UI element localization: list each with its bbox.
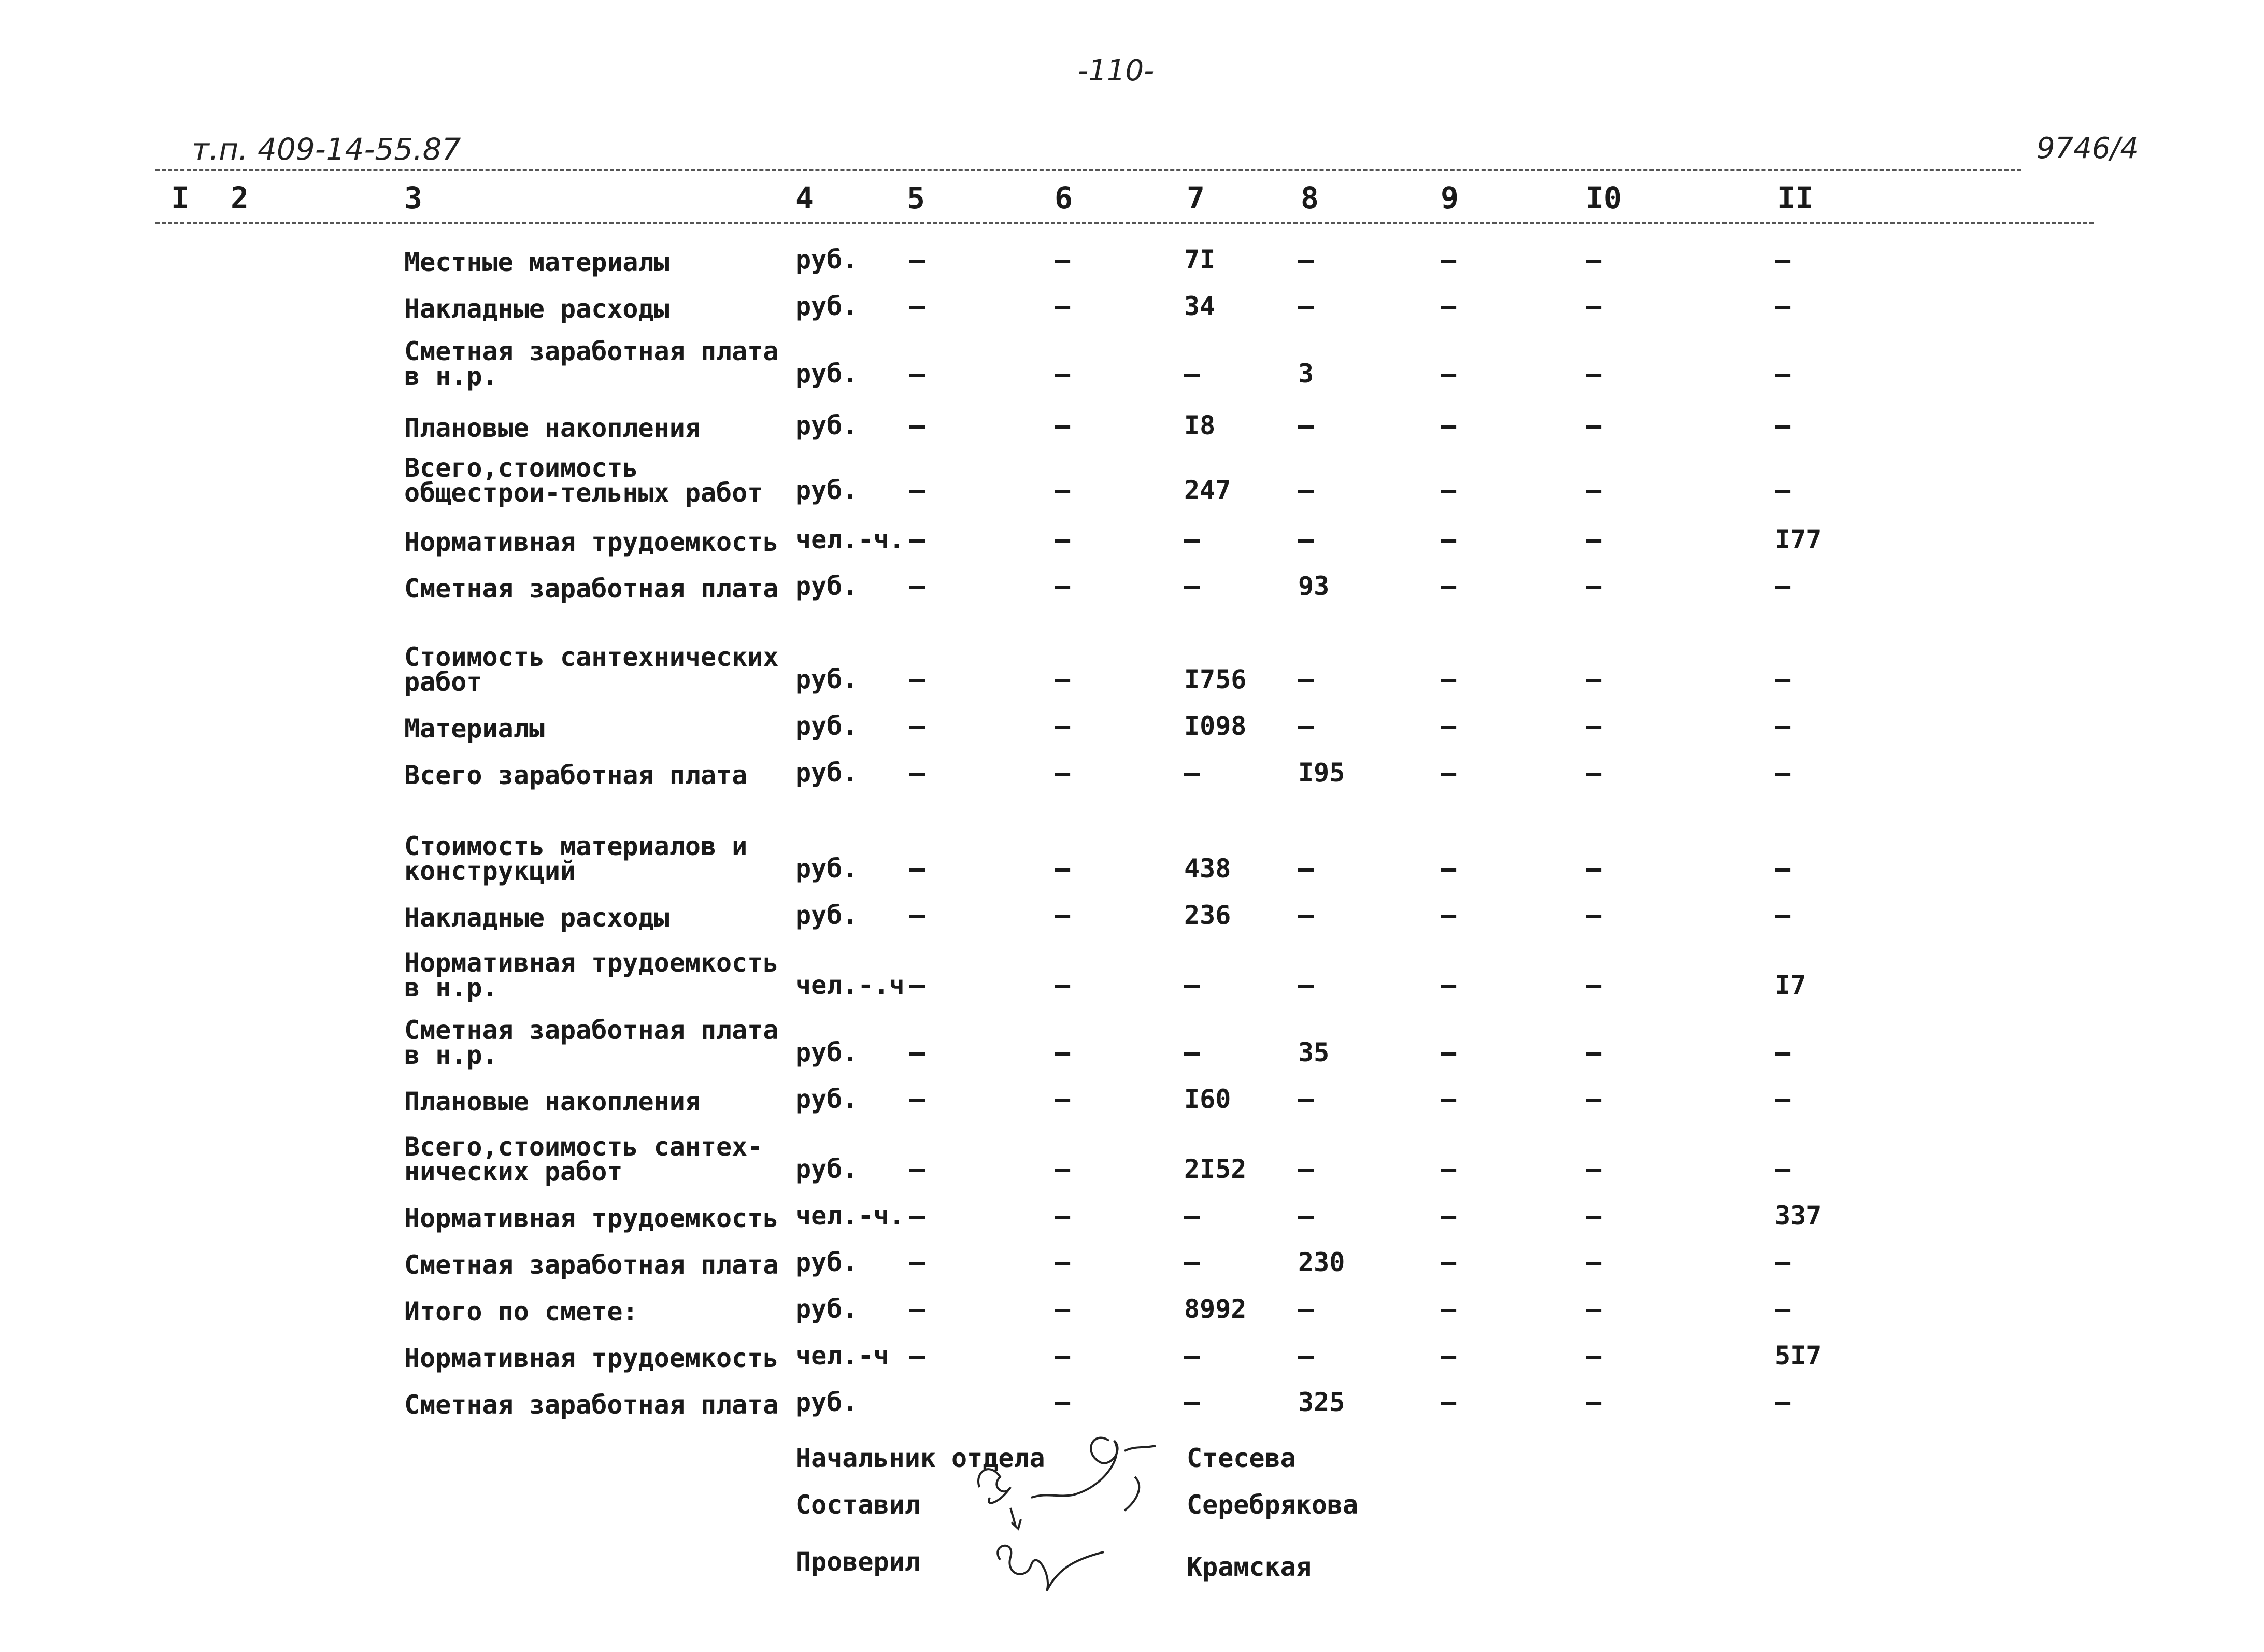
row-value-c5: – — [909, 1294, 925, 1324]
column-header-1: I — [171, 180, 189, 216]
row-unit: руб. — [795, 1037, 858, 1067]
row-name: Нормативная трудоемкость — [404, 527, 779, 557]
row-name: Нормативная трудоемкость — [404, 1343, 779, 1373]
row-value-c5: – — [909, 711, 925, 741]
row-name: Накладные расходы — [404, 903, 670, 933]
row-value-c10: – — [1586, 1247, 1602, 1277]
row-value-c7: I098 — [1184, 711, 1247, 741]
table-row — [0, 736, 2264, 788]
row-value-c6: – — [1055, 1247, 1071, 1277]
row-value-c7: – — [1184, 1341, 1200, 1371]
row-value-c11: – — [1775, 664, 1791, 694]
row-value-c10: – — [1586, 1154, 1602, 1184]
row-value-c10: – — [1586, 291, 1602, 321]
row-value-c5: – — [909, 900, 925, 930]
row-value-c7: 7I — [1184, 245, 1216, 275]
table-row — [0, 453, 2264, 508]
document-code: т.п. 409-14-55.87 — [192, 132, 461, 167]
row-value-c11: – — [1775, 1247, 1791, 1277]
row-value-c6: – — [1055, 291, 1071, 321]
row-value-c7: – — [1184, 970, 1200, 1000]
row-unit: руб. — [795, 853, 858, 884]
row-value-c10: – — [1586, 524, 1602, 554]
column-header-7: 7 — [1187, 180, 1205, 216]
row-value-c7: – — [1184, 1201, 1200, 1231]
row-name: Плановые накопления — [404, 1087, 701, 1117]
row-value-c9: – — [1441, 1341, 1457, 1371]
row-unit: руб. — [795, 571, 858, 601]
row-value-c9: – — [1441, 359, 1457, 389]
row-value-c7: I60 — [1184, 1084, 1231, 1114]
row-value-c11: 337 — [1775, 1201, 1822, 1231]
row-value-c7: – — [1184, 758, 1200, 788]
row-unit: руб. — [795, 664, 858, 694]
column-header-8: 8 — [1301, 180, 1319, 216]
row-value-c7: – — [1184, 571, 1200, 601]
row-name: Материалы — [404, 714, 545, 744]
row-value-c9: – — [1441, 1201, 1457, 1231]
row-value-c6: – — [1055, 970, 1071, 1000]
row-value-c5: – — [909, 1037, 925, 1067]
row-value-c8: – — [1298, 1084, 1314, 1114]
row-value-c7: 247 — [1184, 475, 1231, 505]
row-value-c11: – — [1775, 410, 1791, 440]
row-value-c10: – — [1586, 664, 1602, 694]
row-value-c8: – — [1298, 1154, 1314, 1184]
row-value-c11: – — [1775, 1154, 1791, 1184]
table-row — [0, 223, 2264, 275]
row-value-c5: – — [909, 853, 925, 884]
handwritten-signatures — [969, 1420, 1187, 1596]
row-value-c7: – — [1184, 1247, 1200, 1277]
table-row — [0, 269, 2264, 324]
row-value-c10: – — [1586, 571, 1602, 601]
row-value-c9: – — [1441, 664, 1457, 694]
column-header-3: 3 — [404, 180, 422, 216]
signature-name-compiled: Серебрякова — [1187, 1490, 1359, 1520]
signature-name-head: Стесева — [1187, 1443, 1296, 1473]
row-name: Сметная заработная плата — [404, 1390, 779, 1420]
row-name: Плановые накопления — [404, 413, 701, 443]
row-value-c7: – — [1184, 1387, 1200, 1417]
row-value-c9: – — [1441, 758, 1457, 788]
row-value-c6: – — [1055, 1387, 1071, 1417]
row-value-c8: – — [1298, 524, 1314, 554]
row-value-c11: – — [1775, 359, 1791, 389]
row-value-c9: – — [1441, 1037, 1457, 1067]
row-value-c6: – — [1055, 1037, 1071, 1067]
row-name: Сметная заработная плата — [404, 574, 779, 604]
row-value-c10: – — [1586, 1201, 1602, 1231]
row-unit: чел.-ч — [795, 1341, 889, 1371]
row-value-c10: – — [1586, 1387, 1602, 1417]
row-value-c9: – — [1441, 571, 1457, 601]
row-unit: руб. — [795, 291, 858, 321]
row-value-c5: – — [909, 291, 925, 321]
row-value-c10: – — [1586, 758, 1602, 788]
row-unit: чел.-ч. — [795, 1201, 905, 1231]
row-value-c7: I756 — [1184, 664, 1247, 694]
row-value-c8: 3 — [1298, 359, 1314, 389]
row-value-c8: 325 — [1298, 1387, 1345, 1417]
row-name: Всего,стоимость общестрои-тельных работ — [404, 453, 763, 508]
row-name: Всего заработная плата — [404, 760, 748, 790]
table-row — [0, 1132, 2264, 1187]
header-top-rule — [155, 169, 2021, 171]
row-value-c10: – — [1586, 359, 1602, 389]
signature-title-checked: Проверил — [795, 1547, 920, 1577]
row-value-c8: – — [1298, 970, 1314, 1000]
row-value-c7: 236 — [1184, 900, 1231, 930]
row-value-c5: – — [909, 359, 925, 389]
row-value-c5: – — [909, 1201, 925, 1231]
row-value-c6: – — [1055, 1341, 1071, 1371]
row-value-c9: – — [1441, 1084, 1457, 1114]
row-name: Нормативная трудоемкость — [404, 1203, 779, 1233]
row-value-c6: – — [1055, 1084, 1071, 1114]
row-value-c9: – — [1441, 410, 1457, 440]
row-value-c5: – — [909, 970, 925, 1000]
row-value-c8: – — [1298, 711, 1314, 741]
row-value-c11: I7 — [1775, 970, 1806, 1000]
row-value-c11: – — [1775, 1037, 1791, 1067]
sheet-code: 9746/4 — [2037, 132, 2139, 165]
table-row — [0, 1365, 2264, 1420]
row-value-c8: I95 — [1298, 758, 1345, 788]
row-value-c9: – — [1441, 970, 1457, 1000]
row-value-c8: – — [1298, 664, 1314, 694]
row-value-c5: – — [909, 758, 925, 788]
row-value-c6: – — [1055, 1201, 1071, 1231]
row-value-c6: – — [1055, 711, 1071, 741]
row-value-c9: – — [1441, 1154, 1457, 1184]
row-value-c11: – — [1775, 1084, 1791, 1114]
row-value-c7: 438 — [1184, 853, 1231, 884]
row-name: Накладные расходы — [404, 294, 670, 324]
row-value-c8: – — [1298, 245, 1314, 275]
row-unit: руб. — [795, 758, 858, 788]
row-value-c5: – — [909, 571, 925, 601]
row-value-c5: – — [909, 410, 925, 440]
row-value-c5: – — [909, 1341, 925, 1371]
row-value-c11: – — [1775, 571, 1791, 601]
row-value-c8: – — [1298, 1294, 1314, 1324]
row-unit: руб. — [795, 1387, 858, 1417]
row-value-c10: – — [1586, 410, 1602, 440]
row-value-c5: – — [909, 475, 925, 505]
row-value-c9: – — [1441, 1387, 1457, 1417]
row-unit: руб. — [795, 359, 858, 389]
column-header-11: II — [1777, 180, 1814, 216]
row-value-c10: – — [1586, 1294, 1602, 1324]
row-value-c9: – — [1441, 711, 1457, 741]
row-value-c6: – — [1055, 571, 1071, 601]
row-value-c11: – — [1775, 245, 1791, 275]
table-row — [0, 689, 2264, 744]
row-value-c6: – — [1055, 1294, 1071, 1324]
row-value-c10: – — [1586, 1084, 1602, 1114]
row-value-c6: – — [1055, 359, 1071, 389]
row-unit: руб. — [795, 1084, 858, 1114]
row-value-c10: – — [1586, 900, 1602, 930]
row-value-c11: – — [1775, 853, 1791, 884]
table-row — [0, 1179, 2264, 1231]
row-value-c8: – — [1298, 475, 1314, 505]
row-value-c8: – — [1298, 853, 1314, 884]
table-row — [0, 337, 2264, 389]
row-value-c10: – — [1586, 711, 1602, 741]
row-value-c5: – — [909, 1084, 925, 1114]
row-value-c6: – — [1055, 853, 1071, 884]
table-row — [0, 1319, 2264, 1371]
row-value-c9: – — [1441, 475, 1457, 505]
row-value-c11: – — [1775, 1294, 1791, 1324]
row-value-c9: – — [1441, 1247, 1457, 1277]
column-header-10: I0 — [1586, 180, 1622, 216]
row-name: Местные материалы — [404, 247, 670, 277]
row-value-c6: – — [1055, 758, 1071, 788]
row-value-c8: 230 — [1298, 1247, 1345, 1277]
row-value-c8: – — [1298, 410, 1314, 440]
row-value-c6: – — [1055, 475, 1071, 505]
row-value-c7: – — [1184, 359, 1200, 389]
row-name: Итого по смете: — [404, 1297, 638, 1327]
row-name: Стоимость сантехнических работ — [404, 642, 779, 697]
table-row — [0, 948, 2264, 1003]
row-value-c8: – — [1298, 900, 1314, 930]
row-name: Всего,стоимость сантех-нических работ — [404, 1132, 763, 1187]
row-value-c9: – — [1441, 1294, 1457, 1324]
table-row — [0, 503, 2264, 557]
row-value-c10: – — [1586, 475, 1602, 505]
row-value-c6: – — [1055, 245, 1071, 275]
signature-title-compiled: Составил — [795, 1490, 920, 1520]
row-value-c7: – — [1184, 524, 1200, 554]
row-unit: руб. — [795, 410, 858, 440]
row-value-c6: – — [1055, 1154, 1071, 1184]
row-value-c7: – — [1184, 1037, 1200, 1067]
column-header-2: 2 — [231, 180, 249, 216]
row-value-c11: – — [1775, 900, 1791, 930]
row-unit: руб. — [795, 1154, 858, 1184]
table-row — [0, 389, 2264, 443]
row-value-c8: – — [1298, 1341, 1314, 1371]
table-row — [0, 1226, 2264, 1280]
row-value-c9: – — [1441, 853, 1457, 884]
column-header-6: 6 — [1055, 180, 1073, 216]
row-value-c6: – — [1055, 524, 1071, 554]
row-unit: руб. — [795, 711, 858, 741]
row-value-c11: – — [1775, 1387, 1791, 1417]
row-value-c10: – — [1586, 970, 1602, 1000]
row-value-c7: I8 — [1184, 410, 1216, 440]
row-value-c11: – — [1775, 291, 1791, 321]
row-value-c10: – — [1586, 245, 1602, 275]
row-value-c8: – — [1298, 291, 1314, 321]
row-value-c7: 34 — [1184, 291, 1216, 321]
row-value-c5: – — [909, 524, 925, 554]
row-unit: руб. — [795, 475, 858, 505]
row-name: Стоимость материалов и конструкций — [404, 831, 748, 886]
row-name: Сметная заработная плата в н.р. — [404, 1015, 779, 1070]
row-value-c9: – — [1441, 291, 1457, 321]
row-unit: руб. — [795, 245, 858, 275]
row-value-c8: 35 — [1298, 1037, 1330, 1067]
page-number: -110- — [1078, 54, 1155, 88]
row-value-c5: – — [909, 245, 925, 275]
row-unit: руб. — [795, 900, 858, 930]
row-name: Нормативная трудоемкость в н.р. — [404, 948, 779, 1003]
column-header-4: 4 — [795, 180, 814, 216]
row-value-c10: – — [1586, 1341, 1602, 1371]
row-value-c11: – — [1775, 711, 1791, 741]
row-value-c10: – — [1586, 853, 1602, 884]
row-value-c7: 2I52 — [1184, 1154, 1247, 1184]
column-header-5: 5 — [907, 180, 925, 216]
row-unit: руб. — [795, 1247, 858, 1277]
row-value-c5: – — [909, 1247, 925, 1277]
signature-title-head: Начальник отдела — [795, 1443, 1045, 1473]
row-value-c11: 5I7 — [1775, 1341, 1822, 1371]
row-value-c6: – — [1055, 900, 1071, 930]
table-row — [0, 878, 2264, 933]
row-value-c11: – — [1775, 758, 1791, 788]
row-value-c10: – — [1586, 1037, 1602, 1067]
column-header-9: 9 — [1441, 180, 1459, 216]
row-value-c7: 8992 — [1184, 1294, 1247, 1324]
table-row — [0, 832, 2264, 884]
row-value-c9: – — [1441, 524, 1457, 554]
row-value-c9: – — [1441, 900, 1457, 930]
table-row — [0, 549, 2264, 604]
row-value-c8: 93 — [1298, 571, 1330, 601]
row-value-c6: – — [1055, 664, 1071, 694]
row-value-c6: – — [1055, 410, 1071, 440]
row-value-c11: – — [1775, 475, 1791, 505]
row-unit: чел.-ч. — [795, 524, 905, 554]
row-unit: чел.-.ч — [795, 970, 905, 1000]
table-row — [0, 1062, 2264, 1117]
row-value-c11: I77 — [1775, 524, 1822, 554]
row-value-c5: – — [909, 1154, 925, 1184]
table-row — [0, 1272, 2264, 1327]
table-row — [0, 642, 2264, 697]
row-value-c8: – — [1298, 1201, 1314, 1231]
row-unit: руб. — [795, 1294, 858, 1324]
row-name: Сметная заработная плата — [404, 1250, 779, 1280]
row-name: Сметная заработная плата в н.р. — [404, 336, 779, 391]
row-value-c5: – — [909, 664, 925, 694]
signature-name-checked: Крамская — [1187, 1552, 1312, 1582]
row-value-c9: – — [1441, 245, 1457, 275]
table-row — [0, 1015, 2264, 1070]
